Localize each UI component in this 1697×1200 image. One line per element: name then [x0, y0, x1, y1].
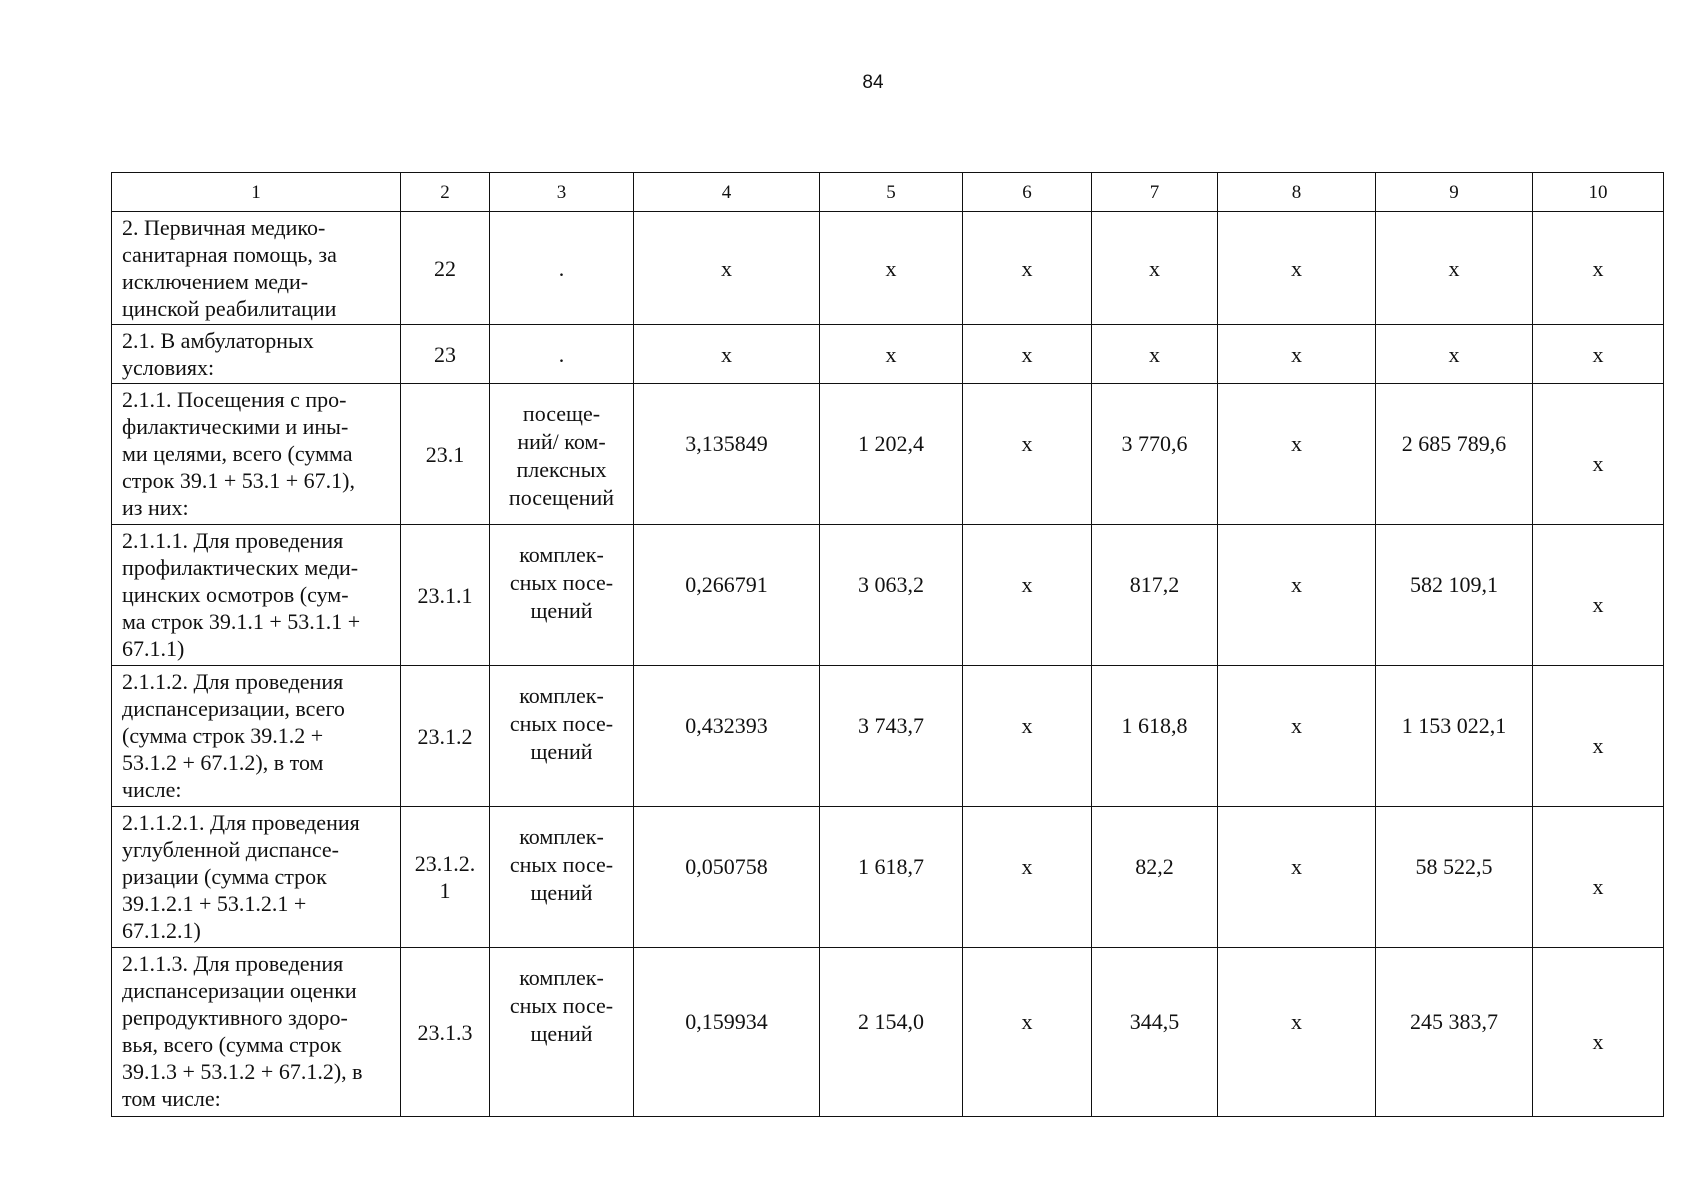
cell-col-7: х [1092, 212, 1218, 325]
row-line-code: 23.1.3 [401, 948, 490, 1117]
row-unit: . [490, 212, 634, 325]
cell-col-5: х [820, 325, 963, 384]
cell-col-4: 0,266791 [634, 525, 820, 666]
cell-col-6: х [963, 212, 1092, 325]
column-number: 1 [112, 173, 401, 212]
cell-col-9: 2 685 789,6 [1376, 384, 1533, 525]
cell-col-5: 2 154,0 [820, 948, 963, 1117]
cell-col-7: 3 770,6 [1092, 384, 1218, 525]
cell-col-10: х [1533, 384, 1664, 525]
row-name: 2.1.1. Посещения с про- филактическими и ины- ми целями, всего (сумма строк 39.1 + 53.1 + 67.1), из них: [112, 384, 401, 525]
cell-col-7: 82,2 [1092, 807, 1218, 948]
row-line-code: 23 [401, 325, 490, 384]
cell-col-8: х [1218, 948, 1376, 1117]
cell-col-9: 582 109,1 [1376, 525, 1533, 666]
column-number: 9 [1376, 173, 1533, 212]
row-name: 2.1.1.2.1. Для проведения углубленной диспансе- ризации (сумма строк 39.1.2.1 + 53.1.2.1 + 67.1.2.1) [112, 807, 401, 948]
table-row [112, 807, 1664, 948]
row-unit: комплек- сных посе- щений [490, 948, 634, 1117]
column-number: 8 [1218, 173, 1376, 212]
column-number: 6 [963, 173, 1092, 212]
table-row [112, 666, 1664, 807]
cell-col-10: х [1533, 212, 1664, 325]
cell-col-4: 0,050758 [634, 807, 820, 948]
cell-col-7: 1 618,8 [1092, 666, 1218, 807]
cell-col-6: х [963, 525, 1092, 666]
cell-col-4: х [634, 212, 820, 325]
cell-col-8: х [1218, 325, 1376, 384]
cell-col-7: 817,2 [1092, 525, 1218, 666]
row-name: 2.1.1.1. Для проведения профилактических меди- цинских осмотров (сум- ма строк 39.1.1 + 53.1.1 + 67.1.1) [112, 525, 401, 666]
cell-col-4: 3,135849 [634, 384, 820, 525]
table-row [112, 212, 1664, 325]
cell-col-6: х [963, 384, 1092, 525]
table-row [112, 525, 1664, 666]
column-number: 3 [490, 173, 634, 212]
cell-col-9: х [1376, 325, 1533, 384]
row-name: 2.1.1.3. Для проведения диспансеризации оценки репродуктивного здоро- вья, всего (сумма строк 39.1.3 + 53.1.2 + 67.1.2), в том числе: [112, 948, 401, 1117]
cell-col-10: х [1533, 525, 1664, 666]
cell-col-9: 58 522,5 [1376, 807, 1533, 948]
row-line-code: 23.1.2 [401, 666, 490, 807]
cell-col-8: х [1218, 212, 1376, 325]
cell-col-5: 3 063,2 [820, 525, 963, 666]
table-row [112, 384, 1664, 525]
row-line-code: 23.1.2. 1 [401, 807, 490, 948]
row-unit: комплек- сных посе- щений [490, 807, 634, 948]
cell-col-4: 0,159934 [634, 948, 820, 1117]
row-name: 2.1. В амбулаторных условиях: [112, 325, 401, 384]
column-number: 7 [1092, 173, 1218, 212]
cell-col-9: 1 153 022,1 [1376, 666, 1533, 807]
table-row [112, 948, 1664, 1117]
row-name: 2.1.1.2. Для проведения диспансеризации, всего (сумма строк 39.1.2 + 53.1.2 + 67.1.2), в том числе: [112, 666, 401, 807]
cell-col-6: х [963, 807, 1092, 948]
row-line-code: 23.1 [401, 384, 490, 525]
table-header-row [112, 173, 1664, 212]
cell-col-10: х [1533, 666, 1664, 807]
column-number: 2 [401, 173, 490, 212]
cell-col-7: х [1092, 325, 1218, 384]
row-unit: . [490, 325, 634, 384]
cell-col-7: 344,5 [1092, 948, 1218, 1117]
cell-col-10: х [1533, 807, 1664, 948]
row-line-code: 23.1.1 [401, 525, 490, 666]
cell-col-10: х [1533, 325, 1664, 384]
page-number: 84 [862, 72, 884, 93]
cell-col-5: 3 743,7 [820, 666, 963, 807]
row-line-code: 22 [401, 212, 490, 325]
table-row [112, 325, 1664, 384]
row-name: 2. Первичная медико- санитарная помощь, за исключением меди- цинской реабилитации [112, 212, 401, 325]
row-unit: комплек- сных посе- щений [490, 666, 634, 807]
data-table [111, 172, 1664, 1117]
column-number: 5 [820, 173, 963, 212]
cell-col-5: 1 618,7 [820, 807, 963, 948]
column-number: 10 [1533, 173, 1664, 212]
cell-col-10: х [1533, 948, 1664, 1117]
cell-col-8: х [1218, 525, 1376, 666]
cell-col-8: х [1218, 384, 1376, 525]
cell-col-9: 245 383,7 [1376, 948, 1533, 1117]
row-unit: посеще- ний/ ком- плексных посещений [490, 384, 634, 525]
row-unit: комплек- сных посе- щений [490, 525, 634, 666]
column-number: 4 [634, 173, 820, 212]
cell-col-6: х [963, 666, 1092, 807]
cell-col-4: х [634, 325, 820, 384]
cell-col-9: х [1376, 212, 1533, 325]
cell-col-6: х [963, 325, 1092, 384]
cell-col-5: 1 202,4 [820, 384, 963, 525]
cell-col-4: 0,432393 [634, 666, 820, 807]
cell-col-8: х [1218, 666, 1376, 807]
cell-col-5: х [820, 212, 963, 325]
cell-col-8: х [1218, 807, 1376, 948]
cell-col-6: х [963, 948, 1092, 1117]
